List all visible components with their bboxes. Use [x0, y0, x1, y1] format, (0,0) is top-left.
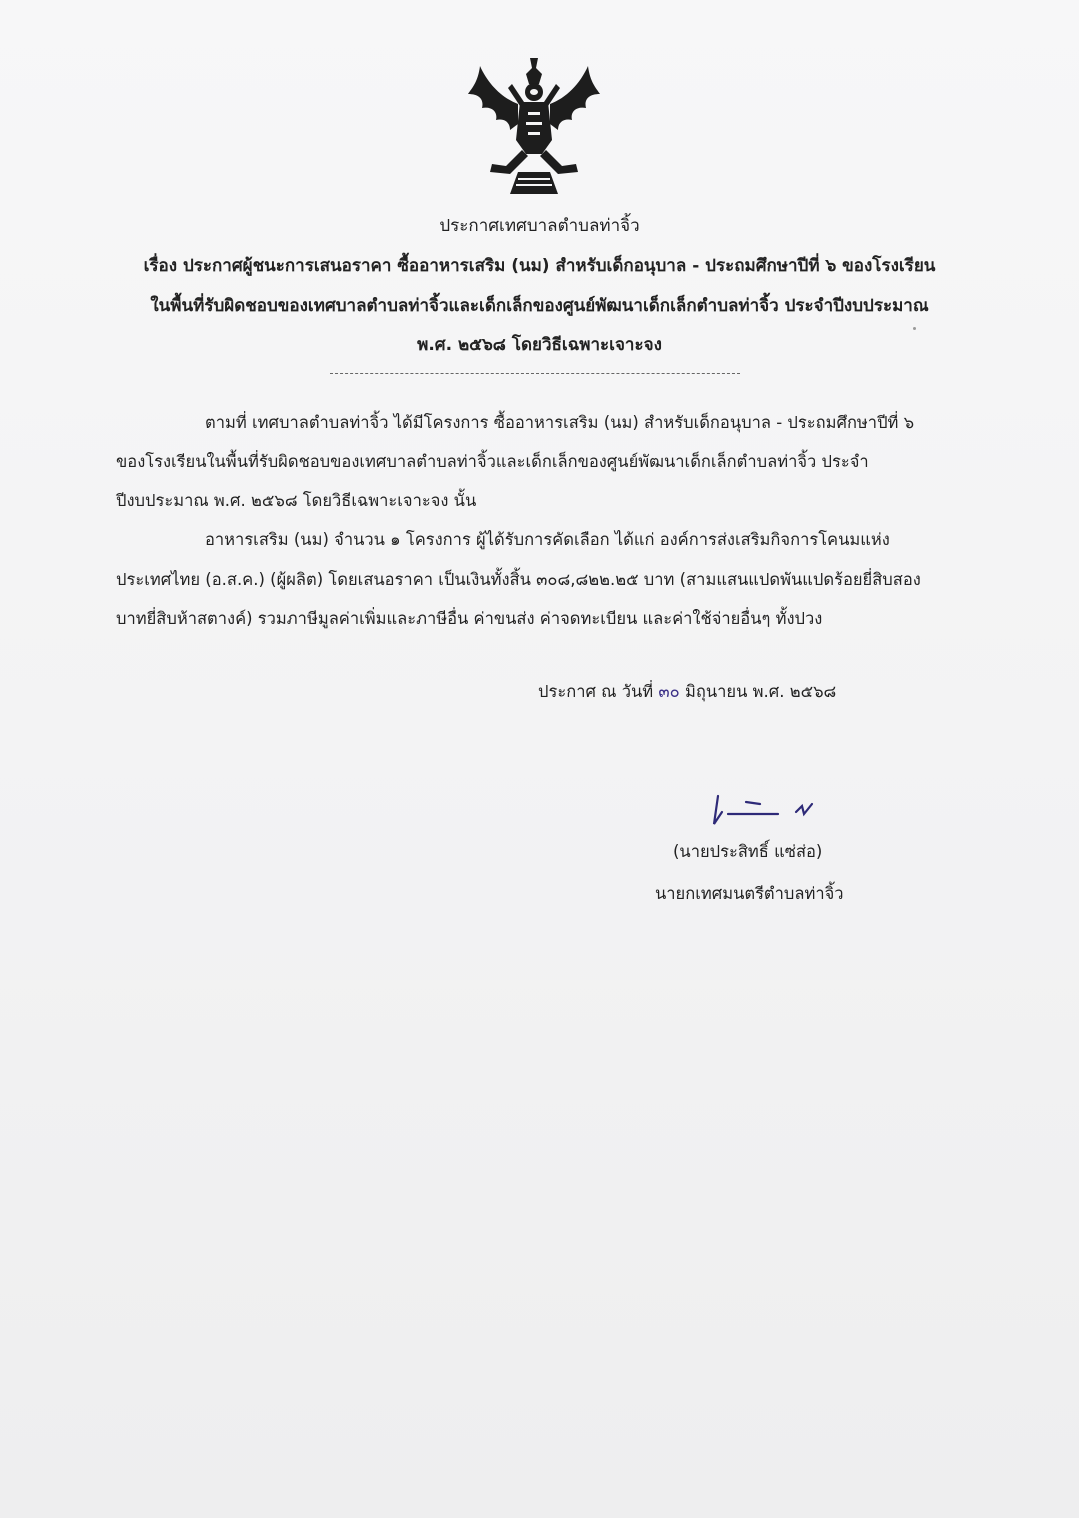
garuda-emblem-icon — [462, 54, 606, 198]
paragraph1-line-3: ปีงบประมาณ พ.ศ. ๒๕๖๘ โดยวิธีเฉพาะเจาะจง นั้น — [116, 491, 477, 510]
signature-icon — [700, 790, 835, 830]
announcement-month-year: มิถุนายน พ.ศ. ๒๕๖๘ — [685, 682, 837, 701]
announcement-day: ๓๐ — [658, 682, 680, 701]
paragraph2-line-1: อาหารเสริม (นม) จำนวน ๑ โครงการ ผู้ได้รับการคัดเลือก ได้แก่ องค์การส่งเสริมกิจการโคนมแห่ง — [205, 530, 890, 549]
issuer-title: ประกาศเทศบาลตำบลท่าจิ้ว — [439, 216, 640, 236]
scan-speck — [913, 327, 916, 330]
announcement-prefix: ประกาศ ณ วันที่ — [538, 682, 654, 701]
subject-line-3: พ.ศ. ๒๕๖๘ โดยวิธีเฉพาะเจาะจง — [417, 335, 662, 355]
paragraph2-line-2: ประเทศไทย (อ.ส.ค.) (ผู้ผลิต) โดยเสนอราคา เป็นเงินทั้งสิ้น ๓๐๘,๘๒๒.๒๕ บาท (สามแสนแปดพันแปดร้อยยี่สิบสอง — [116, 570, 921, 589]
announcement-date — [538, 681, 836, 703]
paragraph1-line-1: ตามที่ เทศบาลตำบลท่าจิ้ว ได้มีโครงการ ซื้ออาหารเสริม (นม) สำหรับเด็กอนุบาล - ประถมศึกษาปีที่ ๖ — [205, 413, 915, 432]
subject-line-2: ในพื้นที่รับผิดชอบของเทศบาลตำบลท่าจิ้วและเด็กเล็กของศูนย์พัฒนาเด็กเล็กตำบลท่าจิ้ว ประจำปีงบประมาณ — [150, 296, 929, 316]
divider — [330, 373, 740, 374]
signatory-name: (นายประสิทธิ์ แซ่ส่อ) — [673, 842, 823, 861]
paragraph1-line-2: ของโรงเรียนในพื้นที่รับผิดชอบของเทศบาลตำบลท่าจิ้วและเด็กเล็กของศูนย์พัฒนาเด็กเล็กตำบลท่าจิ้ว ประจำ — [116, 452, 869, 471]
subject-line-1: เรื่อง ประกาศผู้ชนะการเสนอราคา ซื้ออาหารเสริม (นม) สำหรับเด็กอนุบาล - ประถมศึกษาปีที่ ๖ ของโรงเรียน — [143, 256, 936, 276]
paragraph2-line-3: บาทยี่สิบห้าสตางค์) รวมภาษีมูลค่าเพิ่มและภาษีอื่น ค่าขนส่ง ค่าจดทะเบียน และค่าใช้จ่ายอื่นๆ ทั้งปวง — [116, 609, 823, 628]
signatory-position: นายกเทศมนตรีตำบลท่าจิ้ว — [655, 884, 844, 903]
